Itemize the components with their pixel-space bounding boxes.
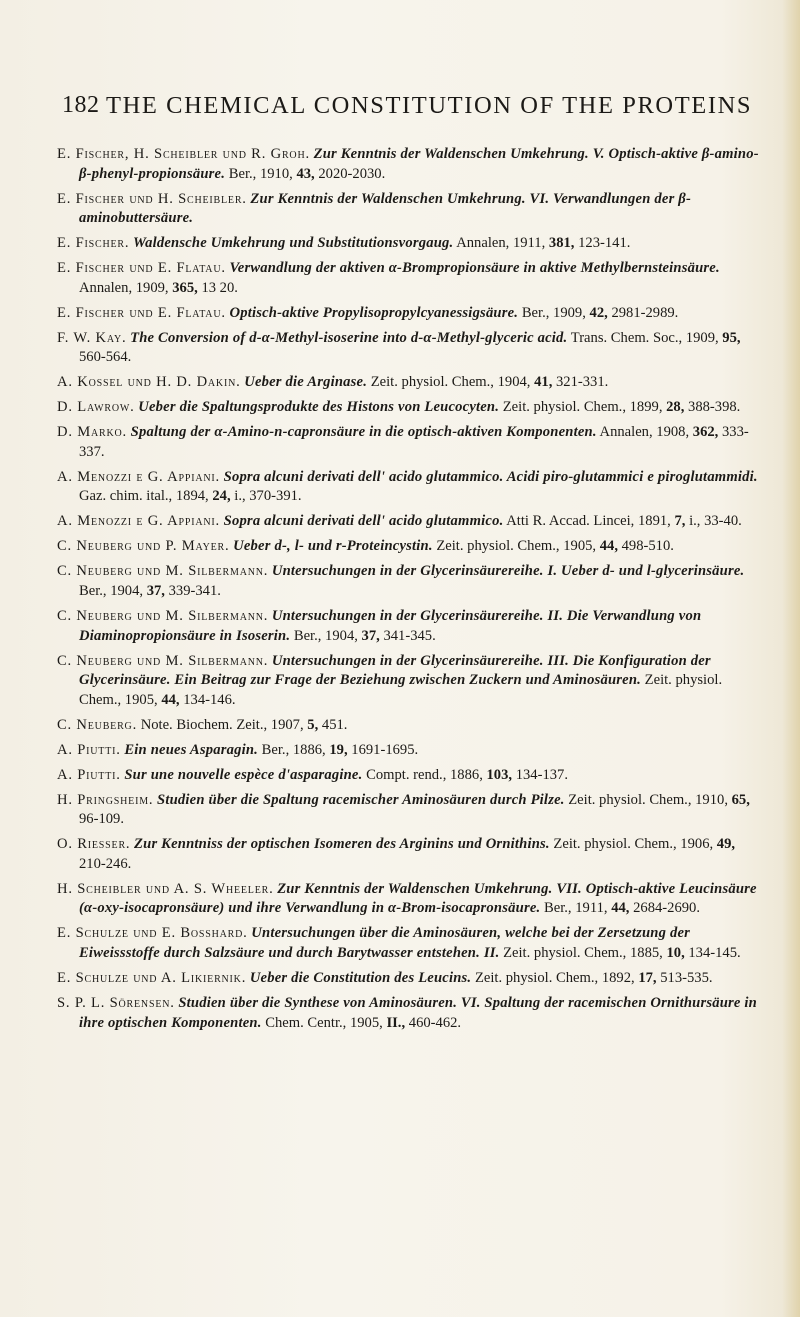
reference-entry [57, 145, 763, 184]
reference-entry [57, 741, 763, 761]
reference-authors: D. Lawrow. [57, 399, 135, 416]
reference-authors: E. Fischer, H. Scheibler und R. Groh. [57, 146, 310, 162]
reference-title: Untersuchungen in der Glycerinsäurereihe. II. Die Verwandlung von Diaminopropionsäure in Isoserin. [79, 607, 702, 644]
reference-title: Zur Kenntnis der Waldenschen Umkehrung. V. Optisch-aktive β-amino-β-phenyl-propionsäure. [79, 146, 759, 182]
reference-authors: E. Fischer und E. Flatau. [57, 304, 226, 321]
reference-entry [57, 562, 763, 601]
reference-entry [57, 329, 763, 368]
reference-volume: 365, [172, 279, 198, 296]
reference-volume: II., [386, 1014, 406, 1031]
reference-entry [57, 994, 763, 1033]
reference-list [57, 145, 763, 1039]
reference-authors: A. Kossel und H. D. Dakin. [57, 374, 241, 391]
reference-pages: 560-564. [79, 349, 132, 366]
reference-source: Gaz. chim. ital., 1894, [79, 488, 209, 505]
reference-pages: 388-398. [688, 399, 741, 416]
reference-authors: A. Piutti. [57, 741, 121, 758]
reference-authors: H. Pringsheim. [57, 791, 154, 808]
reference-volume: 49, [716, 836, 736, 853]
reference-volume: 44, [161, 691, 180, 708]
reference-title: Ueber d-, l- und r-Proteincystin. [233, 538, 433, 555]
reference-volume: 37, [361, 627, 380, 644]
reference-pages: 321-331. [556, 374, 609, 391]
reference-title: Untersuchungen über die Aminosäuren, welche bei der Zersetzung der Eiweissstoffe durch Salzsäure und durch Barytwasser entstehen. II. [79, 925, 691, 961]
reference-source: Ber., 1886, [261, 741, 326, 758]
reference-authors: A. Menozzi e G. Appiani. [57, 468, 220, 485]
reference-authors: D. Marko. [57, 424, 127, 441]
reference-entry [57, 304, 763, 324]
reference-source: Zeit. physiol. Chem., 1906, [553, 836, 714, 853]
reference-pages: 96-109. [79, 811, 124, 828]
reference-pages: 460-462. [408, 1014, 462, 1031]
reference-volume: 28, [666, 399, 685, 416]
reference-authors: E. Fischer und E. Flatau. [57, 260, 226, 277]
page-number: 182 [62, 92, 100, 118]
reference-authors: H. Scheibler und A. S. Wheeler. [57, 880, 274, 897]
reference-pages: i., 370-391. [234, 488, 302, 505]
reference-title: Zur Kenntnis der Waldenschen Umkehrung. VI. Verwandlungen der β-aminobuttersäure. [79, 190, 692, 227]
reference-volume: 44, [599, 538, 618, 555]
reference-source: Compt. rend., 1886, [366, 766, 483, 783]
reference-volume: 103, [486, 766, 513, 783]
reference-title: Ueber die Arginase. [244, 374, 368, 391]
reference-pages: 210-246. [79, 855, 132, 872]
reference-source: Chem. Centr., 1905, [265, 1014, 383, 1031]
reference-volume: 5, [307, 716, 319, 733]
reference-pages: i., 33-40. [689, 513, 742, 530]
reference-pages: 451. [321, 716, 348, 733]
reference-volume: 362, [692, 424, 719, 441]
reference-volume: 381, [548, 235, 575, 252]
reference-pages: 2981-2989. [611, 304, 679, 321]
reference-entry [57, 423, 763, 462]
reference-source: Zeit. physiol. Chem., 1892, [474, 969, 635, 986]
reference-entry [57, 924, 763, 963]
reference-authors: C. Neuberg und M. Silbermann. [57, 563, 269, 580]
reference-source: Ber., 1904, [79, 582, 144, 599]
reference-entry [57, 259, 763, 298]
reference-source: Zeit. physiol. Chem., 1905, [436, 538, 597, 555]
reference-title: Optisch-aktive Propylisopropylcyanessigsäure. [229, 304, 519, 321]
reference-source: Zeit. physiol. Chem., 1904, [370, 374, 531, 391]
reference-source: Ber., 1909, [521, 304, 586, 321]
reference-title: Untersuchungen in der Glycerinsäurereihe. I. Ueber d- und l-glycerinsäure. [271, 563, 745, 580]
reference-title: Sopra alcuni derivati dell' acido glutammico. Acidi piro-glutammici e piroglutammidi. [223, 468, 758, 485]
reference-pages: 2684-2690. [633, 900, 700, 917]
reference-pages: 134-137. [515, 766, 568, 783]
reference-entry [57, 512, 763, 532]
reference-title: Ein neues Asparagin. [124, 741, 258, 758]
reference-authors: F. W. Kay. [57, 329, 127, 346]
reference-pages: 513-535. [660, 969, 713, 986]
reference-entry [57, 880, 763, 919]
reference-title: Ueber die Constitution des Leucins. [249, 969, 472, 986]
reference-authors: A. Piutti. [57, 766, 121, 783]
reference-authors: E. Schulze und A. Likiernik. [57, 969, 247, 986]
reference-volume: 7, [674, 513, 686, 530]
reference-title: Untersuchungen in der Glycerinsäurereihe. III. Die Konfiguration der Glycerinsäure. Ein Beitrag zur Frage der Beziehung zwischen Zuckern und Aminosäuren. [79, 652, 711, 689]
reference-title: Zur Kenntnis der Waldenschen Umkehrung. VII. Optisch-aktive Leucinsäure (α-oxy-isocapronsäure) und ihre Verwandlung in α-Brom-isocapronsäure. [79, 880, 757, 917]
reference-volume: 41, [534, 374, 553, 391]
reference-pages: 339-341. [168, 582, 221, 599]
reference-authors: E. Schulze und E. Bosshard. [57, 925, 248, 942]
reference-source: Zeit. physiol. Chem., 1910, [568, 791, 728, 808]
reference-title: Zur Kenntniss der optischen Isomeren des Arginins und Ornithins. [134, 836, 550, 853]
reference-title: Studien über die Synthese von Aminosäuren. VI. Spaltung der racemischen Ornithursäure in ihre optischen Komponenten. [79, 994, 757, 1031]
reference-authors: O. Riesser. [57, 836, 131, 853]
reference-volume: 17, [638, 969, 657, 986]
reference-entry [57, 468, 763, 507]
reference-volume: 95, [722, 329, 741, 346]
reference-authors: E. Fischer. [57, 235, 130, 252]
reference-title: The Conversion of d-α-Methyl-isoserine into d-α-Methyl-glyceric acid. [130, 329, 568, 346]
reference-source: Trans. Chem. Soc., 1909, [570, 329, 719, 346]
reference-pages: 134-146. [183, 691, 236, 708]
reference-entry [57, 835, 763, 874]
reference-source: Ber., 1904, [293, 627, 358, 644]
reference-pages: 1691-1695. [351, 741, 419, 758]
reference-title: Spaltung der α-Amino-n-capronsäure in die optisch-aktiven Komponenten. [130, 424, 597, 441]
reference-pages: 341-345. [383, 627, 436, 644]
reference-source: Zeit. physiol. Chem., 1885, [503, 944, 663, 961]
reference-title: Sur une nouvelle espèce d'asparagine. [124, 766, 363, 783]
reference-source: Zeit. physiol. Chem., 1905, [79, 672, 723, 708]
reference-volume: 43, [296, 165, 315, 182]
reference-title: Verwandlung der aktiven α-Brompropionsäure in aktive Methylbernsteinsäure. [229, 260, 720, 277]
reference-volume: 42, [589, 304, 608, 321]
reference-source: Annalen, 1909, [79, 279, 169, 296]
page-edge-shading [782, 0, 800, 1317]
reference-entry [57, 652, 763, 711]
reference-authors: C. Neuberg. [57, 716, 138, 733]
reference-authors: C. Neuberg und M. Silbermann. [57, 652, 269, 669]
reference-pages: 123-141. [578, 235, 631, 252]
reference-entry [57, 607, 763, 646]
reference-volume: 10, [666, 944, 685, 961]
reference-source: Annalen, 1908, [599, 424, 690, 441]
reference-pages: 498-510. [621, 538, 674, 555]
reference-source: Atti R. Accad. Lincei, 1891, [506, 513, 671, 530]
reference-entry [57, 373, 763, 393]
reference-pages: 13 20. [201, 279, 238, 296]
reference-source: Note. Biochem. Zeit., 1907, [140, 716, 304, 733]
reference-pages: 333-337. [79, 424, 749, 460]
reference-pages: 134-145. [688, 944, 741, 961]
reference-source: Annalen, 1911, [456, 235, 546, 252]
reference-authors: E. Fischer und H. Scheibler. [57, 190, 247, 207]
reference-volume: 19, [329, 741, 348, 758]
reference-title: Studien über die Spaltung racemischer Aminosäuren durch Pilze. [157, 791, 565, 808]
reference-entry [57, 791, 763, 830]
running-title: THE CHEMICAL CONSTITUTION OF THE PROTEINS [106, 92, 753, 119]
reference-source: Ber., 1910, [228, 165, 293, 182]
reference-entry [57, 190, 763, 229]
reference-source: Ber., 1911, [544, 900, 608, 917]
reference-entry [57, 398, 763, 418]
reference-volume: 24, [212, 488, 231, 505]
reference-volume: 65, [731, 791, 750, 808]
reference-authors: A. Menozzi e G. Appiani. [57, 513, 220, 530]
reference-entry [57, 234, 763, 254]
reference-volume: 37, [146, 582, 165, 599]
reference-entry [57, 716, 763, 736]
reference-authors: C. Neuberg und P. Mayer. [57, 538, 230, 555]
reference-source: Zeit. physiol. Chem., 1899, [502, 399, 663, 416]
reference-entry [57, 766, 763, 786]
reference-pages: 2020-2030. [318, 165, 386, 182]
reference-entry [57, 969, 763, 989]
reference-title: Waldensche Umkehrung und Substitutionsvorgaug. [133, 235, 454, 252]
reference-entry [57, 537, 763, 557]
reference-authors: S. P. L. Sörensen. [57, 994, 175, 1011]
reference-title: Ueber die Spaltungsprodukte des Histons von Leucocyten. [138, 399, 500, 416]
reference-volume: 44, [611, 900, 630, 917]
reference-title: Sopra alcuni derivati dell' acido glutammico. [223, 513, 504, 530]
reference-authors: C. Neuberg und M. Silbermann. [57, 607, 269, 624]
